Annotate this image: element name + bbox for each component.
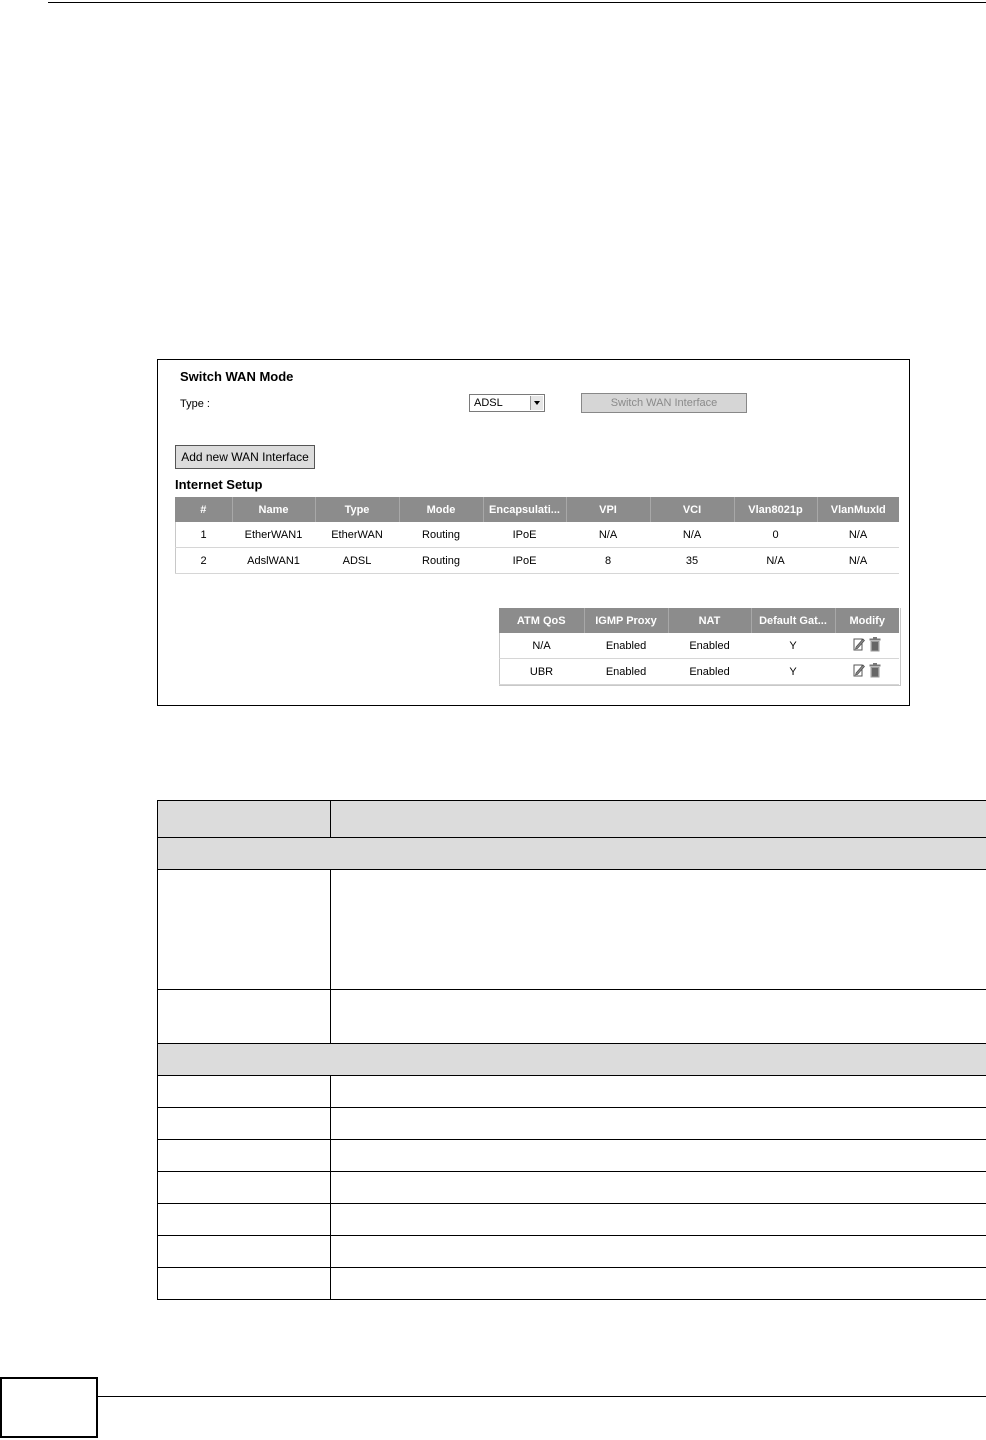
table-cell: N/A [650, 522, 734, 548]
table-cell: Enabled [668, 633, 751, 659]
type-select[interactable] [469, 394, 545, 412]
table-cell: AdslWAN1 [232, 548, 315, 574]
desc-section-row [158, 1044, 986, 1076]
desc-label-col [158, 1172, 331, 1203]
table-cell: Enabled [584, 633, 668, 659]
table-cell: Routing [399, 522, 483, 548]
delete-icon[interactable] [869, 663, 881, 678]
desc-label-col [158, 1204, 331, 1235]
desc-row [158, 1204, 986, 1236]
table-header-row [175, 497, 899, 522]
wan-interface-table [175, 497, 899, 574]
type-select-value: ADSL [474, 397, 503, 409]
internet-setup-title: Internet Setup [175, 477, 263, 492]
desc-label-col [158, 1268, 331, 1299]
field-description-table [157, 800, 986, 1300]
col-header[interactable]: Vlan8021p [734, 497, 817, 522]
desc-label-col [158, 1076, 331, 1107]
modify-cell [835, 633, 899, 659]
table-cell: Y [751, 659, 835, 685]
edit-icon[interactable] [853, 663, 865, 677]
table-row [175, 522, 899, 548]
table-cell: Enabled [584, 659, 668, 685]
col-header[interactable]: Name [232, 497, 315, 522]
col-header[interactable]: VPI [566, 497, 650, 522]
switch-wan-interface-button[interactable]: Switch WAN Interface [581, 393, 747, 413]
table-cell: Enabled [668, 659, 751, 685]
table-row [175, 548, 899, 574]
col-header[interactable]: VCI [650, 497, 734, 522]
page-number-box [0, 1377, 98, 1438]
table-cell: 35 [650, 548, 734, 574]
table-cell: IPoE [483, 548, 566, 574]
desc-row [158, 1172, 986, 1204]
col-header[interactable]: NAT [668, 608, 751, 633]
delete-icon[interactable] [869, 637, 881, 652]
desc-label-col [158, 870, 331, 989]
desc-row [158, 1236, 986, 1268]
desc-label-col [158, 801, 331, 837]
table-cell: N/A [734, 548, 817, 574]
add-new-wan-interface-button[interactable]: Add new WAN Interface [175, 445, 315, 469]
col-header[interactable]: ATM QoS [499, 608, 584, 633]
chevron-down-icon[interactable] [530, 396, 543, 410]
table-cell: 1 [175, 522, 232, 548]
col-header[interactable]: Mode [399, 497, 483, 522]
desc-row [158, 990, 986, 1044]
switch-wan-mode-title: Switch WAN Mode [180, 369, 294, 384]
table-cell: N/A [817, 548, 899, 574]
page-top-rule [48, 2, 986, 3]
col-header[interactable]: Encapsulati... [483, 497, 566, 522]
col-header[interactable]: # [175, 497, 232, 522]
col-header[interactable]: VlanMuxId [817, 497, 899, 522]
table-row [499, 659, 899, 685]
table-cell: Routing [399, 548, 483, 574]
desc-row [158, 1268, 986, 1300]
table-cell: N/A [499, 633, 584, 659]
desc-label-col [158, 1108, 331, 1139]
table-header-row [499, 608, 899, 633]
table-cell: EtherWAN [315, 522, 399, 548]
table-cell: 8 [566, 548, 650, 574]
col-header[interactable]: Default Gat... [751, 608, 835, 633]
table-cell: ADSL [315, 548, 399, 574]
table-cell: EtherWAN1 [232, 522, 315, 548]
col-header[interactable]: Type [315, 497, 399, 522]
footer-rule [98, 1396, 986, 1397]
desc-header-row [158, 801, 986, 838]
desc-row [158, 1108, 986, 1140]
table-cell: UBR [499, 659, 584, 685]
desc-section-row [158, 838, 986, 870]
wan-interface-table-continued [499, 608, 899, 685]
col-header[interactable]: Modify [835, 608, 899, 633]
table-cell: N/A [817, 522, 899, 548]
col-header[interactable]: IGMP Proxy [584, 608, 668, 633]
wan-screenshot [157, 359, 910, 706]
table-cell: 0 [734, 522, 817, 548]
table-cell: 2 [175, 548, 232, 574]
desc-row [158, 870, 986, 990]
table-cell: Y [751, 633, 835, 659]
modify-cell [835, 659, 899, 685]
type-label: Type : [180, 398, 210, 410]
table-row [499, 633, 899, 659]
table-cell: N/A [566, 522, 650, 548]
desc-row [158, 1076, 986, 1108]
desc-row [158, 1140, 986, 1172]
desc-label-col [158, 1140, 331, 1171]
desc-label-col [158, 990, 331, 1043]
desc-label-col [158, 1236, 331, 1267]
table-cell: IPoE [483, 522, 566, 548]
edit-icon[interactable] [853, 637, 865, 651]
